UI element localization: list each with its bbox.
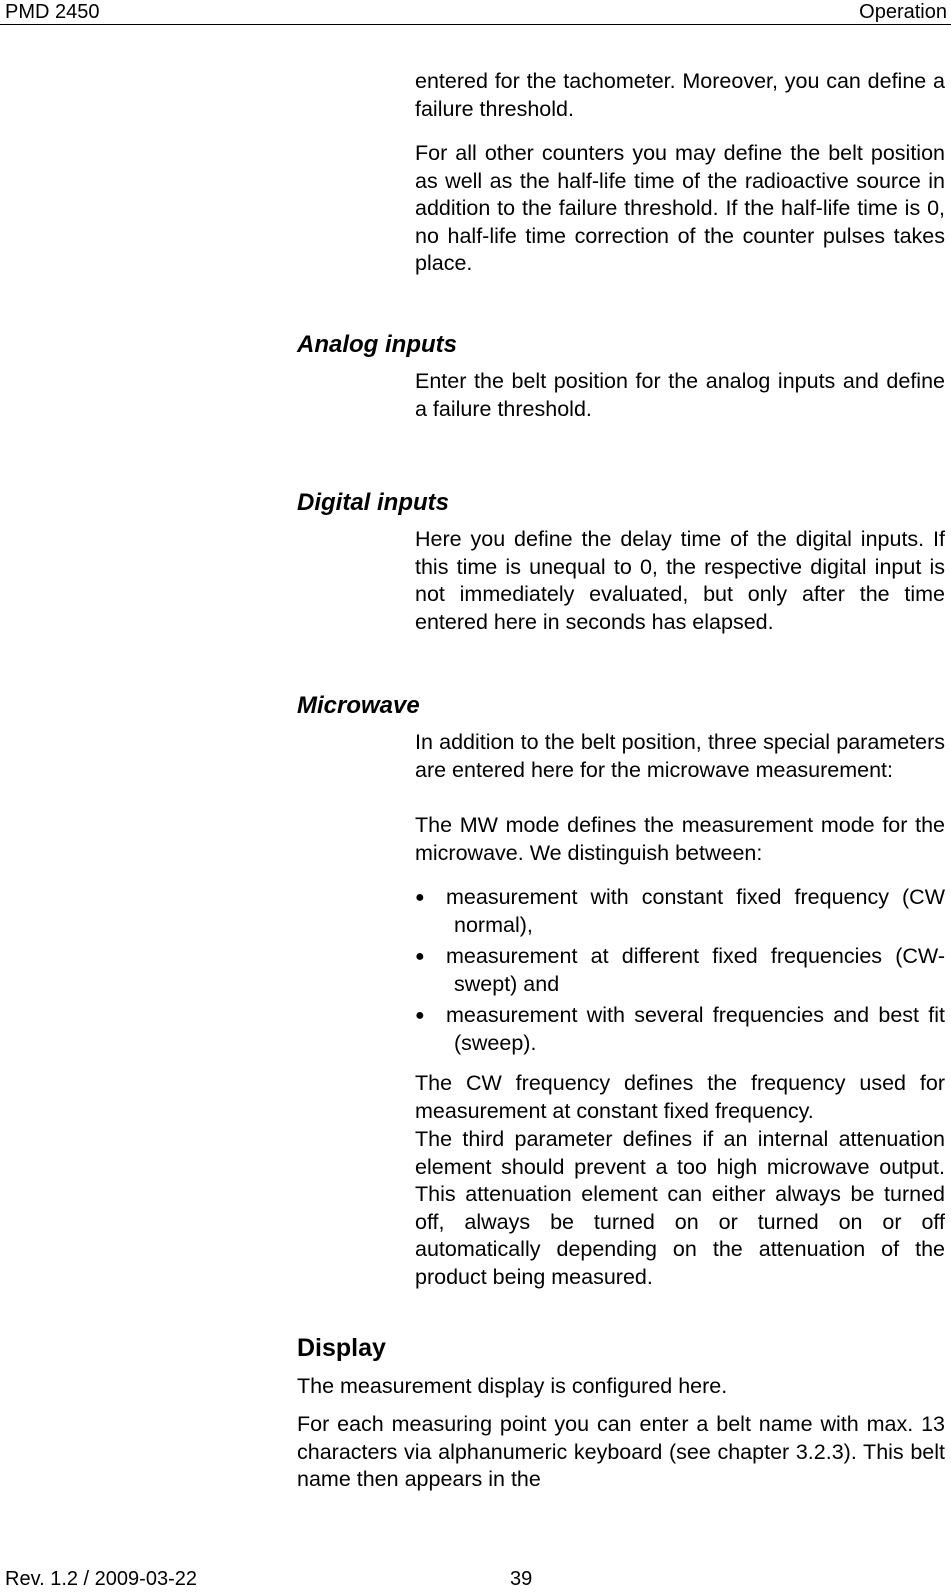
bullet-icon: ●	[415, 1007, 425, 1024]
heading-display: Display	[297, 1334, 386, 1362]
list-item: ● measurement at different fixed frequencies (CW-swept) and	[415, 944, 945, 996]
footer-revision: Rev. 1.2 / 2009-03-22	[5, 1568, 197, 1590]
paragraph-attenuation: The third parameter defines if an internal attenuation element should prevent a too high microwave output. This attenuation element can either always be turned off, always be turned on or turned on or off automatically depending on the attenuation of the product being measured.	[415, 1127, 945, 1289]
mw-mode-list	[415, 884, 945, 1061]
bullet-icon: ●	[415, 948, 425, 965]
paragraph-analog-inputs: Enter the belt position for the analog inputs and define a failure threshold.	[415, 369, 945, 421]
heading-analog-inputs: Analog inputs	[297, 331, 457, 358]
paragraph-cw-frequency: The CW frequency defines the frequency used for measurement at constant fixed frequency.	[415, 1071, 945, 1123]
header-document-title: PMD 2450	[5, 1, 100, 23]
heading-microwave: Microwave	[297, 692, 420, 719]
paragraph-display-intro: The measurement display is configured here.	[297, 1374, 728, 1398]
paragraph-mw-mode: The MW mode defines the measurement mode for the microwave. We distinguish between:	[415, 813, 945, 865]
paragraph-belt-name: For each measuring point you can enter a belt name with max. 13 characters via alphanumeric keyboard (see chapter 3.2.3). This belt name then appears in the	[297, 1412, 945, 1491]
paragraph-digital-inputs: Here you define the delay time of the digital inputs. If this time is unequal to 0, the respective digital input is not immediately evaluated, but only after the time entered here in seconds has elapsed.	[415, 527, 945, 634]
heading-digital-inputs: Digital inputs	[297, 489, 449, 516]
header-section-title: Operation	[859, 1, 947, 23]
list-item: ● measurement with constant fixed frequency (CW normal),	[415, 885, 945, 937]
header-rule	[0, 24, 951, 25]
paragraph-tachometer: entered for the tachometer. Moreover, you can define a failure threshold.	[415, 69, 945, 121]
bullet-icon: ●	[415, 889, 425, 906]
paragraph-microwave-intro: In addition to the belt position, three special parameters are entered here for the microwave measurement:	[415, 730, 945, 782]
paragraph-other-counters: For all other counters you may define the belt position as well as the half-life time of the radioactive source in addition to the failure threshold. If the half-life time is 0, no half-life time correction of the counter pulses takes place.	[415, 141, 945, 275]
list-item: ● measurement with several frequencies and best fit (sweep).	[415, 1003, 945, 1055]
page-number: 39	[510, 1568, 533, 1590]
